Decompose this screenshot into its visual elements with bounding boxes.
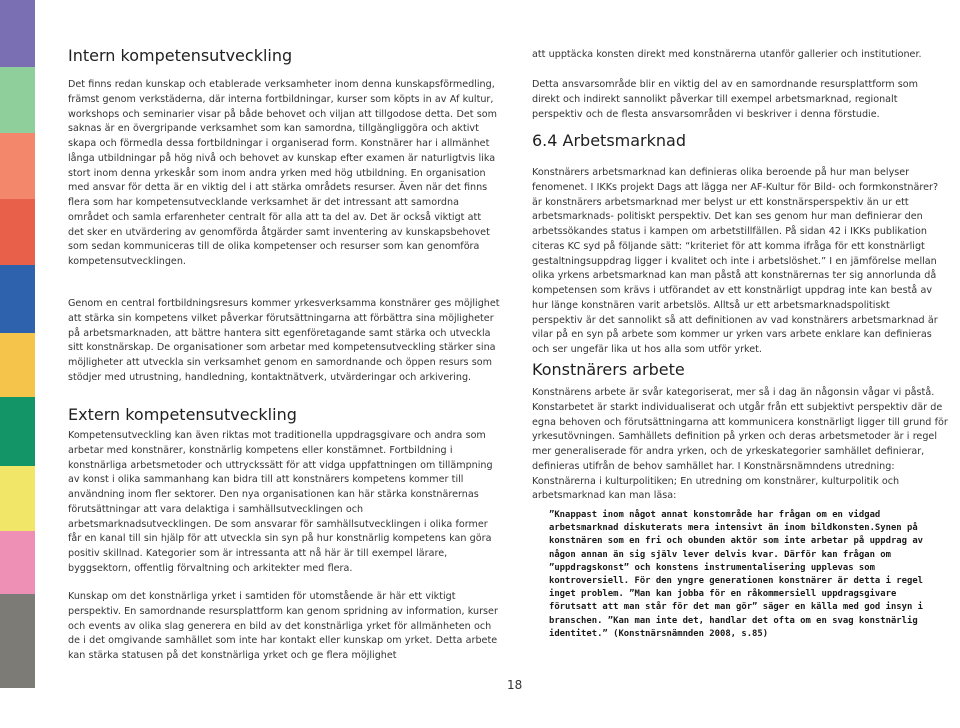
color-stripe-yellow [0,333,35,397]
color-stripe-dark-green [0,397,35,466]
page-number: 18 [507,678,523,692]
color-stripe-light-yellow [0,466,35,531]
color-stripe-salmon [0,133,35,199]
paragraph-extern-2: Kunskap om det konstnärliga yrket i samtiden för utomstående är här ett viktigt perspektiv. En samordnande resursplattform kan genom spridning av information, kurser och events av olika slag generera en bild av det konstnärliga yrket för allmänheten och de i det omgivande samhället som inte har kontakt eller kunskap om yrket. Detta arbete kan stärka statusen på det konstnärliga yrket och ge flera möjlighet [68,591,498,661]
color-stripe-blue [0,265,35,333]
heading-arbetsmarknad: 6.4 Arbetsmarknad [532,131,686,150]
block-quote: ”Knappast inom något annat konstområde har frågan om en vidgad arbetsmarknad diskuterats mera intensivt än inom bildkonsten.Synen på konstnären som en fri och obunden aktör som inte arbetar på uppdrag av någon annan än sig själv lever delvis kvar. Därför kan frågan om ”uppdragskonst” och konstens instrumentalisering upplevas som kontroversiell. För den yngre generationen konstnärer är detta i regel inget problem. ”Man kan jobba för en råkommersiell uppdragsgivare förutsatt att man står för det man gör” säger en källa med god insyn i branschen. ”Kan man inte det, handlar det ofta om en svag konstnärlig identitet.” (Konstnärsnämnden 2008, s.85) [549,510,924,639]
paragraph-arbetsmarknad: Konstnärers arbetsmarknad kan definieras olika beroende på hur man belyser fenomenet. I IKKs projekt Dags att lägga ner AF-Kultur för Bild- och formkonstnärer? är konstnärers arbetsmarknad mer belyst ur ett konstnärsperspektiv än ur ett arbetsmarknads- politiskt perspektiv. Det kan ses genom hur man definierar den arbetssökandes status i kampen om arbetstillfällen. På sidan 42 i IKKs publikation citeras KC syd på följande sätt: “kriteriet för att komma ifråga för ett konstnärligt gestaltningsuppdrag ligger i kvalitet och inte i arbetslöshet.” I en jämförelse mellan olika yrkens arbetsmarknad kan man påstå att konstnärernas ter sig annorlunda då kompetensen som krävs i utförandet av ett konstnärligt uppdrag inte kan bestå av hur länge konstnären varit arbetslös. Alltså ur ett arbetsmarknadspolitiskt perspektiv är det sannolikt så att definitionen av vad konstnärers arbetsmarknad är vilar på en syn på arbete som kommer ur yrken vars arbete enklare kan definieras och ser ungefär lika ut hos alla som utför yrket. [532,167,939,355]
paragraph-konstnarers-arbete: Konstnärens arbete är svår kategoriserat, mer så i dag än någonsin vågar vi påstå. Konstarbetet är starkt individualiserat och utgår från ett subjektivt perspektiv där de egna behoven och förutsättningarna att kommunicera konstnärligt ligger till grund för yrkesutövningen. Samhällets definition på yrken och deras arbetsmetoder är i regel mer generaliserade för andra yrken, och de yrkeskategorier samhället definierar, definieras utifrån de behov samhället har. I Konstnärsnämndens utredning: Konstnärerna i kulturpolitiken; En utredning om konstnärer, kulturpolitik och arbetsmarknad kan man läsa: [532,387,948,502]
heading-extern-kompetensutveckling: Extern kompetensutveckling [68,405,297,424]
paragraph-intern-1: Det finns redan kunskap och etablerade verksamheter inom denna kunskapsförmedling, främst genom verkstäderna, där interna fortbildningar, kurser som köpts in av Af kultur, workshops och seminarier visar på både behovet och viljan att tillgodose detta. Det som saknas är en övergripande verksamhet som kan samordna, tillgängliggöra och aktivt skapa och förmedla dessa fortbildningar i organiserad form. Konstnärer har i allmänhet långa utbildningar på hög nivå och behovet av kunskap efter examen är naturligtvis lika stort inom denna yrkeskår som inom andra yrken med hög utbildning. En organisation med ansvar för detta är en viktig del i att stärka områdets resurser. Även när det finns flera som har kompetensutvecklande verksamhet är det intressant att samordna området och samla erfarenheter centralt för alla att ta del av. Det är också viktigt att det sker en utvärdering av genomförda åtgärder samt inventering av kunskapsbehovet som sedan kommuniceras till de olika kompetenser och resurser som kan genomföra kompetensutvecklingen. [68,79,497,267]
color-stripe-bar [0,0,35,728]
heading-intern-kompetensutveckling: Intern kompetensutveckling [68,46,293,65]
color-stripe-red [0,199,35,265]
color-stripe-green [0,67,35,133]
paragraph-ansvarsomrade: Detta ansvarsområde blir en viktig del av en samordnande resursplattform som direkt och indirekt sannolikt påverkar till exempel arbetsmarknad, regionalt perspektiv och de flesta ansvarsområden vi beskriver i denna förstudie. [532,79,919,120]
paragraph-continuation: att upptäcka konsten direkt med konstnärerna utanför gallerier och institutioner. [532,49,922,60]
color-stripe-purple [0,0,35,67]
heading-konstnarers-arbete: Konstnärers arbete [532,360,685,379]
color-stripe-gray [0,594,35,688]
color-stripe-pink [0,531,35,594]
paragraph-extern-1: Kompetensutveckling kan även riktas mot traditionella uppdragsgivare och andra som arbetar med konstnärer, konstnärlig kompetens eller konstämnet. Fortbildning i konstnärliga arbetsmetoder och uttryckssätt för att vidga uppfattningen om tillämpning av konst i olika sammanhang kan bidra till att konstnärers kompetens kommer till användning inom fler sektorer. Den nya organisationen kan här stärka konstnärernas förutsättningar att vara delaktiga i samhällsutvecklingen och arbetsmarknadsutvecklingen. De som ansvarar för samhällsutvecklingen i olika former får en kanal till sin hjälp för att utveckla sin syn på hur konstnärlig kompetens kan göra positiv skillnad. Kategorier som är intressanta att nå här är till exempel lärare, byggsektorn, offentlig förvaltning och arkitekter med flera. [68,430,493,574]
paragraph-intern-2: Genom en central fortbildningsresurs kommer yrkesverksamma konstnärer ges möjlighet att stärka sin kompetens vilket påverkar förutsättningarna att förbättra sina möjligheter på arbetsmarknaden, att bättre hantera sitt egenföretagande samt stärka och utveckla sitt konstnärskap. De organisationer som arbetar med kompetensutveckling stärker sina möjligheter att utveckla sin verksamhet genom en samordnande och öppen resurs som stödjer med utrustning, handledning, kontaktnätverk, utvärderingar och arkivering. [68,298,500,383]
